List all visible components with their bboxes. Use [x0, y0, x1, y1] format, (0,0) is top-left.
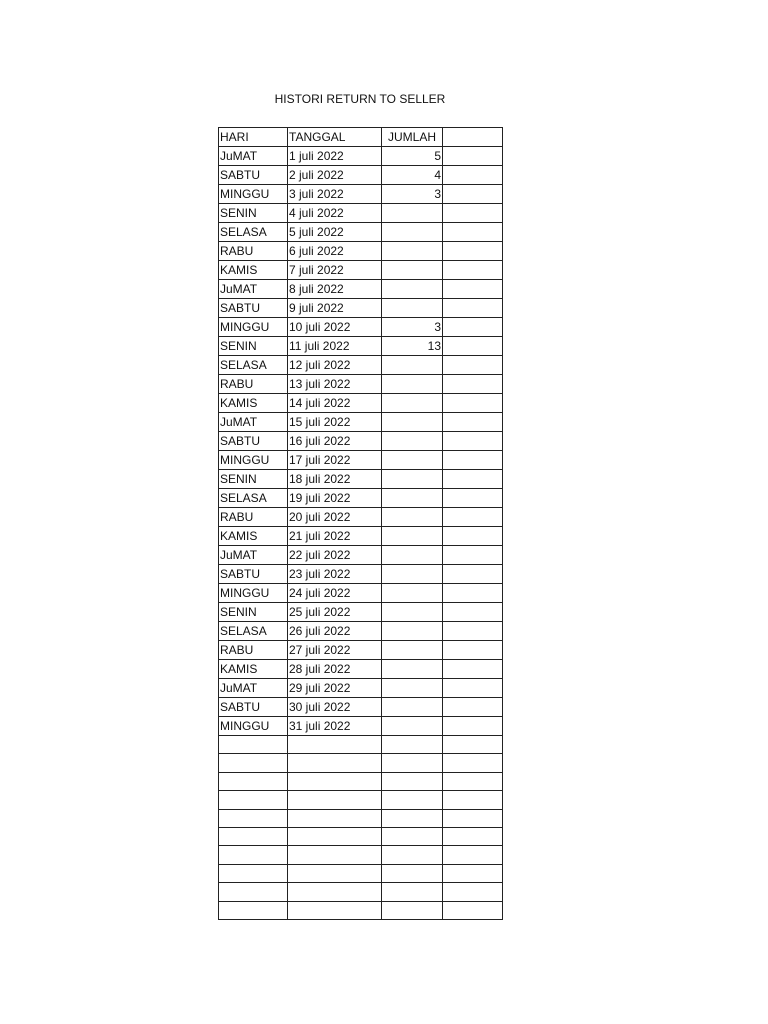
cell-jumlah — [382, 827, 443, 845]
table-row — [219, 603, 503, 622]
table-row — [219, 641, 503, 660]
cell-hari: RABU — [219, 641, 288, 660]
cell-jumlah — [382, 754, 443, 772]
cell-blank — [443, 565, 503, 584]
cell-hari: RABU — [219, 375, 288, 394]
cell-tanggal: 22 juli 2022 — [288, 546, 382, 565]
table-row — [219, 261, 503, 280]
cell-blank — [443, 864, 503, 882]
cell-hari: RABU — [219, 242, 288, 261]
cell-tanggal: 19 juli 2022 — [288, 489, 382, 508]
cell-blank — [443, 527, 503, 546]
table-row — [219, 470, 503, 489]
cell-jumlah — [382, 470, 443, 489]
cell-jumlah — [382, 736, 443, 754]
cell-blank — [443, 508, 503, 527]
cell-tanggal: 27 juli 2022 — [288, 641, 382, 660]
table-row — [219, 622, 503, 641]
cell-jumlah — [382, 299, 443, 318]
cell-hari: SELASA — [219, 223, 288, 242]
table-row — [219, 204, 503, 223]
cell-blank — [443, 280, 503, 299]
cell-jumlah — [382, 883, 443, 901]
cell-tanggal: 30 juli 2022 — [288, 698, 382, 717]
table-row — [219, 489, 503, 508]
cell-blank — [443, 356, 503, 375]
table-row — [219, 717, 503, 736]
table-row — [219, 827, 503, 845]
table-row — [219, 337, 503, 356]
table-row — [219, 527, 503, 546]
cell-tanggal: 25 juli 2022 — [288, 603, 382, 622]
cell-jumlah: 3 — [382, 318, 443, 337]
cell-jumlah — [382, 698, 443, 717]
cell-tanggal: 26 juli 2022 — [288, 622, 382, 641]
cell-blank — [443, 451, 503, 470]
table-row — [219, 147, 503, 166]
cell-jumlah — [382, 432, 443, 451]
table-row — [219, 883, 503, 901]
cell-blank — [443, 413, 503, 432]
cell-hari: MINGGU — [219, 584, 288, 603]
cell-blank — [443, 622, 503, 641]
cell-blank — [443, 299, 503, 318]
table-row — [219, 413, 503, 432]
table-row — [219, 846, 503, 864]
cell-jumlah — [382, 622, 443, 641]
cell-jumlah: 5 — [382, 147, 443, 166]
cell-tanggal: 12 juli 2022 — [288, 356, 382, 375]
cell-tanggal — [288, 883, 382, 901]
cell-hari: SABTU — [219, 299, 288, 318]
cell-tanggal — [288, 736, 382, 754]
cell-jumlah — [382, 261, 443, 280]
cell-jumlah — [382, 864, 443, 882]
cell-blank — [443, 846, 503, 864]
cell-blank — [443, 883, 503, 901]
table-row — [219, 584, 503, 603]
cell-tanggal: 13 juli 2022 — [288, 375, 382, 394]
cell-blank — [443, 736, 503, 754]
cell-hari: SELASA — [219, 489, 288, 508]
cell-tanggal: 15 juli 2022 — [288, 413, 382, 432]
cell-hari: SENIN — [219, 603, 288, 622]
cell-blank — [443, 791, 503, 809]
cell-blank — [443, 394, 503, 413]
table-row — [219, 356, 503, 375]
cell-hari: MINGGU — [219, 318, 288, 337]
cell-jumlah — [382, 546, 443, 565]
cell-hari — [219, 864, 288, 882]
cell-blank — [443, 470, 503, 489]
cell-tanggal — [288, 864, 382, 882]
cell-jumlah — [382, 679, 443, 698]
cell-hari: MINGGU — [219, 185, 288, 204]
cell-blank — [443, 375, 503, 394]
table-row — [219, 901, 503, 919]
cell-blank — [443, 679, 503, 698]
cell-tanggal: 3 juli 2022 — [288, 185, 382, 204]
cell-hari: JuMAT — [219, 679, 288, 698]
cell-jumlah: 4 — [382, 166, 443, 185]
cell-hari: KAMIS — [219, 394, 288, 413]
cell-jumlah — [382, 660, 443, 679]
cell-jumlah — [382, 451, 443, 470]
cell-jumlah: 3 — [382, 185, 443, 204]
page-title: HISTORI RETURN TO SELLER — [274, 92, 446, 106]
cell-jumlah — [382, 356, 443, 375]
cell-hari — [219, 901, 288, 919]
table-row — [219, 772, 503, 790]
cell-jumlah — [382, 809, 443, 827]
cell-blank — [443, 641, 503, 660]
table-row — [219, 546, 503, 565]
header-jumlah: JUMLAH — [382, 128, 443, 147]
table-row — [219, 166, 503, 185]
cell-jumlah — [382, 603, 443, 622]
table-header-row — [219, 128, 503, 147]
cell-blank — [443, 603, 503, 622]
cell-tanggal — [288, 754, 382, 772]
cell-tanggal: 6 juli 2022 — [288, 242, 382, 261]
cell-blank — [443, 717, 503, 736]
cell-hari: SABTU — [219, 432, 288, 451]
cell-tanggal: 8 juli 2022 — [288, 280, 382, 299]
cell-jumlah — [382, 223, 443, 242]
cell-blank — [443, 809, 503, 827]
header-hari: HARI — [219, 128, 288, 147]
cell-blank — [443, 223, 503, 242]
cell-blank — [443, 432, 503, 451]
cell-jumlah — [382, 204, 443, 223]
table-row — [219, 185, 503, 204]
cell-hari — [219, 846, 288, 864]
cell-blank — [443, 166, 503, 185]
cell-tanggal: 18 juli 2022 — [288, 470, 382, 489]
cell-jumlah — [382, 394, 443, 413]
cell-hari — [219, 883, 288, 901]
cell-jumlah — [382, 413, 443, 432]
cell-jumlah — [382, 641, 443, 660]
table-row — [219, 809, 503, 827]
table-row — [219, 280, 503, 299]
table-body — [219, 128, 503, 920]
cell-blank — [443, 698, 503, 717]
cell-blank — [443, 185, 503, 204]
cell-blank — [443, 489, 503, 508]
table-row — [219, 299, 503, 318]
cell-hari: JuMAT — [219, 546, 288, 565]
cell-hari: JuMAT — [219, 280, 288, 299]
cell-tanggal — [288, 827, 382, 845]
cell-hari — [219, 754, 288, 772]
cell-hari: SABTU — [219, 565, 288, 584]
cell-hari — [219, 791, 288, 809]
table-row — [219, 679, 503, 698]
table-row — [219, 791, 503, 809]
cell-jumlah — [382, 772, 443, 790]
cell-jumlah — [382, 791, 443, 809]
table-row — [219, 698, 503, 717]
cell-hari: SENIN — [219, 204, 288, 223]
cell-tanggal: 11 juli 2022 — [288, 337, 382, 356]
cell-jumlah — [382, 846, 443, 864]
cell-blank — [443, 584, 503, 603]
table-row — [219, 451, 503, 470]
cell-hari: SELASA — [219, 356, 288, 375]
cell-blank — [443, 318, 503, 337]
cell-jumlah — [382, 489, 443, 508]
table-row — [219, 660, 503, 679]
table-row — [219, 242, 503, 261]
table-row — [219, 223, 503, 242]
cell-hari: JuMAT — [219, 147, 288, 166]
table-row — [219, 565, 503, 584]
cell-jumlah — [382, 375, 443, 394]
cell-blank — [443, 242, 503, 261]
cell-hari: MINGGU — [219, 717, 288, 736]
cell-tanggal: 28 juli 2022 — [288, 660, 382, 679]
table-row — [219, 394, 503, 413]
cell-jumlah: 13 — [382, 337, 443, 356]
cell-hari: MINGGU — [219, 451, 288, 470]
cell-blank — [443, 204, 503, 223]
cell-jumlah — [382, 717, 443, 736]
cell-tanggal — [288, 809, 382, 827]
cell-hari: KAMIS — [219, 660, 288, 679]
cell-hari: KAMIS — [219, 527, 288, 546]
cell-tanggal: 5 juli 2022 — [288, 223, 382, 242]
cell-tanggal: 10 juli 2022 — [288, 318, 382, 337]
cell-tanggal — [288, 772, 382, 790]
cell-tanggal: 2 juli 2022 — [288, 166, 382, 185]
cell-tanggal: 9 juli 2022 — [288, 299, 382, 318]
cell-tanggal: 1 juli 2022 — [288, 147, 382, 166]
cell-tanggal: 14 juli 2022 — [288, 394, 382, 413]
cell-blank — [443, 337, 503, 356]
cell-tanggal: 21 juli 2022 — [288, 527, 382, 546]
cell-blank — [443, 261, 503, 280]
cell-tanggal: 23 juli 2022 — [288, 565, 382, 584]
cell-jumlah — [382, 280, 443, 299]
cell-hari — [219, 736, 288, 754]
cell-tanggal — [288, 901, 382, 919]
cell-tanggal: 16 juli 2022 — [288, 432, 382, 451]
cell-hari — [219, 827, 288, 845]
table-row — [219, 864, 503, 882]
cell-tanggal: 17 juli 2022 — [288, 451, 382, 470]
cell-blank — [443, 754, 503, 772]
cell-jumlah — [382, 527, 443, 546]
cell-jumlah — [382, 584, 443, 603]
cell-hari: SELASA — [219, 622, 288, 641]
cell-blank — [443, 147, 503, 166]
cell-hari: JuMAT — [219, 413, 288, 432]
cell-jumlah — [382, 242, 443, 261]
cell-jumlah — [382, 565, 443, 584]
cell-tanggal: 7 juli 2022 — [288, 261, 382, 280]
cell-hari: RABU — [219, 508, 288, 527]
cell-hari — [219, 809, 288, 827]
table-row — [219, 318, 503, 337]
cell-jumlah — [382, 901, 443, 919]
cell-hari: SENIN — [219, 337, 288, 356]
header-blank-cell — [443, 128, 503, 147]
table-row — [219, 736, 503, 754]
cell-hari: SABTU — [219, 166, 288, 185]
cell-hari: SENIN — [219, 470, 288, 489]
return-history-table — [218, 127, 503, 920]
cell-blank — [443, 827, 503, 845]
cell-hari — [219, 772, 288, 790]
table-row — [219, 375, 503, 394]
cell-hari: KAMIS — [219, 261, 288, 280]
cell-tanggal: 31 juli 2022 — [288, 717, 382, 736]
table-row — [219, 432, 503, 451]
cell-tanggal: 4 juli 2022 — [288, 204, 382, 223]
table-row — [219, 754, 503, 772]
cell-tanggal — [288, 791, 382, 809]
cell-blank — [443, 546, 503, 565]
cell-blank — [443, 772, 503, 790]
cell-hari: SABTU — [219, 698, 288, 717]
header-tanggal: TANGGAL — [288, 128, 382, 147]
cell-tanggal — [288, 846, 382, 864]
cell-jumlah — [382, 508, 443, 527]
cell-tanggal: 24 juli 2022 — [288, 584, 382, 603]
table-row — [219, 508, 503, 527]
cell-tanggal: 29 juli 2022 — [288, 679, 382, 698]
cell-blank — [443, 901, 503, 919]
cell-tanggal: 20 juli 2022 — [288, 508, 382, 527]
cell-blank — [443, 660, 503, 679]
